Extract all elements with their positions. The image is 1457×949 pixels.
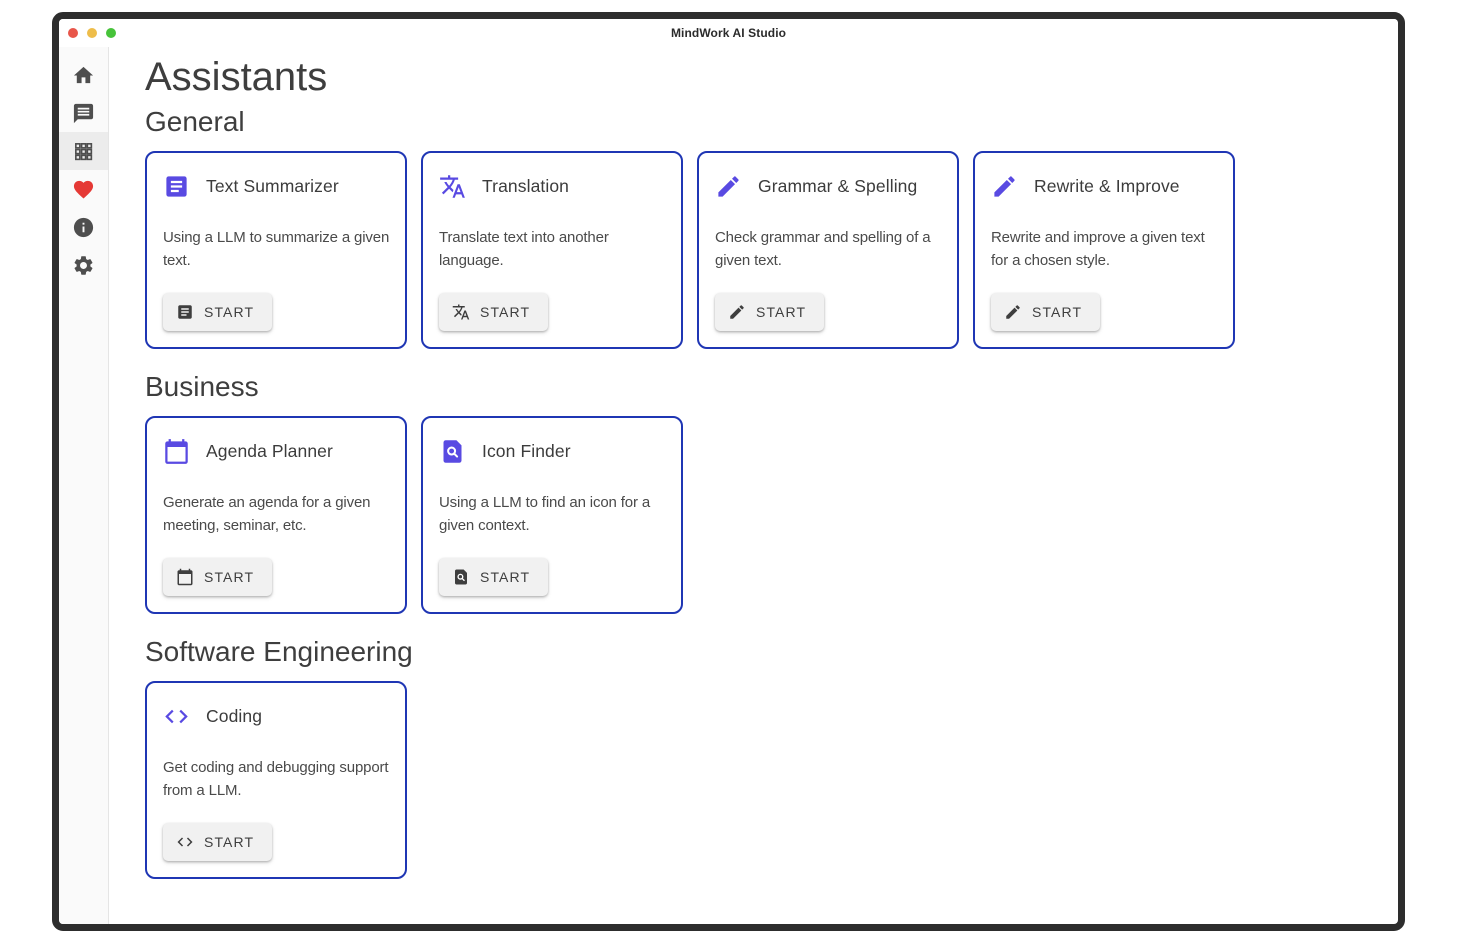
sidebar-item-chats[interactable] <box>59 94 108 132</box>
assistant-section <box>145 636 1374 879</box>
assistant-card-description: Translate text into another language. <box>439 229 609 269</box>
start-button[interactable] <box>163 293 272 331</box>
card-header <box>439 438 667 465</box>
pencil-icon <box>1004 303 1022 321</box>
assistant-card-description: Generate an agenda for a given meeting, seminar, etc. <box>163 494 371 534</box>
traffic-lights <box>59 28 116 38</box>
window-title: MindWork AI Studio <box>670 26 787 40</box>
assistant-card-description: Get coding and debugging support from a LLM. <box>163 759 389 799</box>
assistant-card-title: Translation <box>482 176 570 196</box>
close-button[interactable] <box>68 28 78 38</box>
pencil-icon <box>991 173 1018 200</box>
icon-search-icon <box>439 438 466 465</box>
card-row <box>145 416 1374 614</box>
card-header <box>163 438 391 465</box>
start-button-label: START <box>204 569 255 585</box>
start-button-label: START <box>480 569 531 585</box>
start-button[interactable] <box>163 558 272 596</box>
start-button[interactable] <box>439 558 548 596</box>
zoom-button[interactable] <box>106 28 116 38</box>
section-heading: Business <box>145 371 259 402</box>
info-icon <box>72 216 95 239</box>
sidebar-item-settings[interactable] <box>59 246 108 284</box>
card-header <box>439 173 667 200</box>
assistant-card <box>421 151 683 349</box>
assistant-card-title: Coding <box>206 706 263 726</box>
start-button-label: START <box>204 834 255 850</box>
assistant-card <box>421 416 683 614</box>
assistant-section <box>145 371 1374 614</box>
pencil-icon <box>715 173 742 200</box>
start-button[interactable] <box>715 293 824 331</box>
gear-icon <box>72 254 95 277</box>
home-icon <box>72 64 95 87</box>
sidebar-item-favorites[interactable] <box>59 170 108 208</box>
assistant-card <box>697 151 959 349</box>
section-heading: General <box>145 106 245 137</box>
chat-icon <box>72 102 95 125</box>
section-heading: Software Engineering <box>145 636 413 667</box>
minimize-button[interactable] <box>87 28 97 38</box>
assistant-card <box>145 681 407 879</box>
start-button[interactable] <box>991 293 1100 331</box>
card-header <box>991 173 1219 200</box>
sections-container <box>145 106 1374 879</box>
assistant-card <box>145 151 407 349</box>
sidebar-item-assistants[interactable] <box>59 132 108 170</box>
assistant-card-description: Using a LLM to summarize a given text. <box>163 229 390 269</box>
start-button-label: START <box>204 304 255 320</box>
page-title: Assistants <box>145 55 328 99</box>
document-icon <box>176 303 194 321</box>
start-button-label: START <box>1032 304 1083 320</box>
assistant-card-description: Rewrite and improve a given text for a chosen style. <box>991 229 1205 269</box>
assistant-section <box>145 106 1374 349</box>
card-header <box>163 703 391 730</box>
assistant-card-title: Grammar & Spelling <box>758 176 918 196</box>
apps-grid-icon <box>72 140 95 163</box>
card-header <box>715 173 943 200</box>
code-icon <box>176 833 194 851</box>
calendar-icon <box>163 438 190 465</box>
assistant-card-title: Rewrite & Improve <box>1034 176 1180 196</box>
titlebar <box>59 19 1398 47</box>
document-icon <box>163 173 190 200</box>
assistant-card <box>145 416 407 614</box>
code-icon <box>163 703 190 730</box>
assistant-card-description: Check grammar and spelling of a given text. <box>715 229 931 269</box>
start-button[interactable] <box>439 293 548 331</box>
app-window <box>52 12 1405 931</box>
card-row <box>145 681 1374 879</box>
main-content <box>109 47 1398 924</box>
sidebar <box>59 47 109 924</box>
translate-icon <box>452 303 470 321</box>
heart-icon <box>72 178 95 201</box>
card-row <box>145 151 1374 349</box>
translate-icon <box>439 173 466 200</box>
assistant-card-title: Agenda Planner <box>206 441 333 461</box>
sidebar-item-about[interactable] <box>59 208 108 246</box>
start-button-label: START <box>756 304 807 320</box>
icon-search-icon <box>452 568 470 586</box>
window-body <box>59 47 1398 924</box>
card-header <box>163 173 391 200</box>
pencil-icon <box>728 303 746 321</box>
sidebar-item-home[interactable] <box>59 56 108 94</box>
assistant-card-description: Using a LLM to find an icon for a given context. <box>439 494 651 534</box>
start-button-label: START <box>480 304 531 320</box>
assistant-card-title: Text Summarizer <box>206 176 339 196</box>
calendar-icon <box>176 568 194 586</box>
start-button[interactable] <box>163 823 272 861</box>
assistant-card-title: Icon Finder <box>482 441 571 461</box>
assistant-card <box>973 151 1235 349</box>
